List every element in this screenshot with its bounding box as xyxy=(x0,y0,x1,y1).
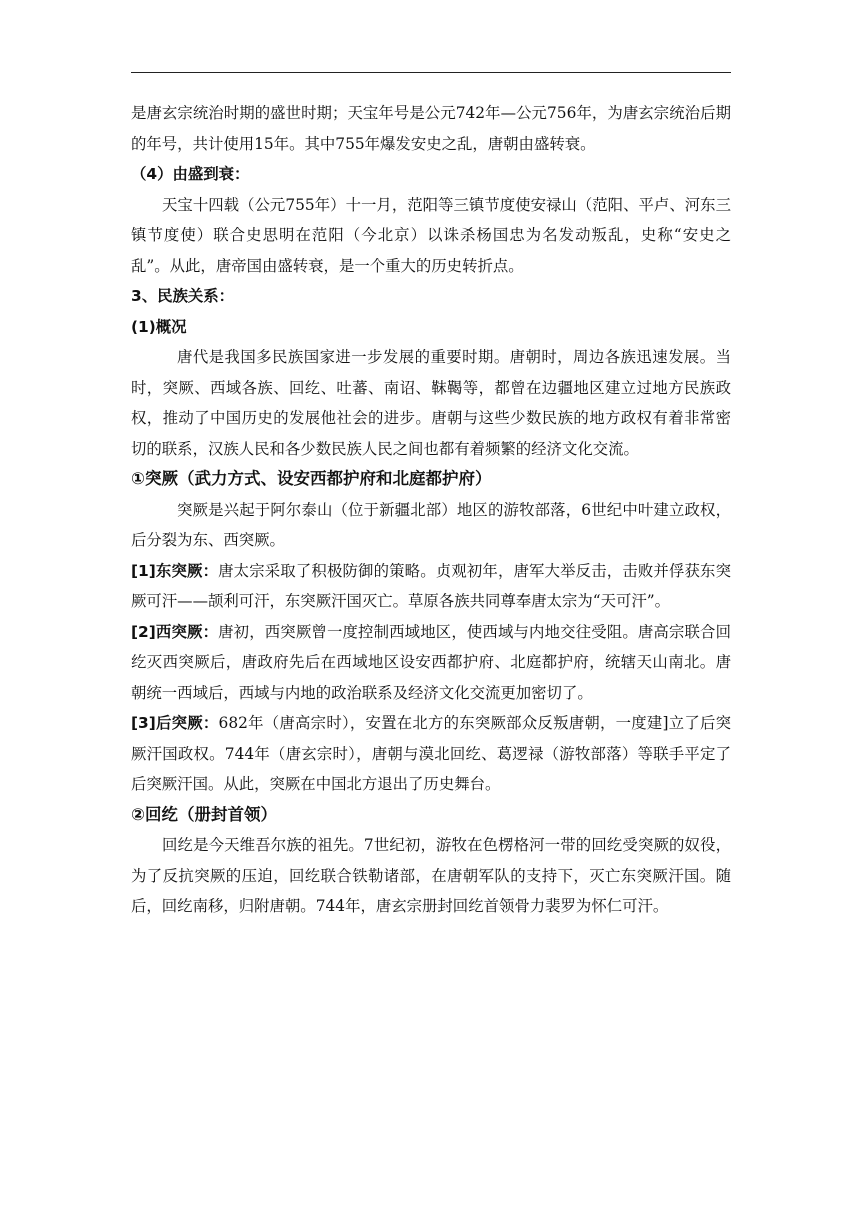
text-east-tujue: 唐太宗采取了积极防御的策略。贞观初年，唐军大举反击，击败并俘获东突厥可汗——颉利可汗，东突厥汗国灭亡。草原各族共同尊奉唐太宗为“天可汗”。 xyxy=(131,561,731,610)
text-west-tujue: 唐初，西突厥曾一度控制西域地区，使西域与内地交往受阻。唐高宗联合回纥灭西突厥后，唐政府先后在西域地区设安西都护府、北庭都护府，统辖天山南北。唐朝统一西域后，西域与内地的政治联系及经济文化交流更加密切了。 xyxy=(131,622,731,702)
header-rule xyxy=(131,72,731,73)
paragraph-overview: 唐代是我国多民族国家进一步发展的重要时期。唐朝时，周边各族迅速发展。当时，突厥、西域各族、回纥、吐蕃、南诏、靺鞨等，都曾在边疆地区建立过地方民族政权，推动了中国历史的发展他社会的进步。唐朝与这些少数民族的地方政权有着非常密切的联系，汉族人民和各少数民族人民之间也都有着频繁的经济文化交流。 xyxy=(131,348,731,458)
paragraph-tianbao-era: 是唐玄宗统治时期的盛世时期；天宝年号是公元742年—公元756年，为唐玄宗统治后期的年号，共计使用15年。其中755年爆发安史之乱，唐朝由盛转衰。 xyxy=(131,104,731,153)
heading-ethnic-relations: 3、民族关系： xyxy=(131,287,235,305)
paragraph-east-tujue xyxy=(131,556,731,617)
paragraph-tujue-origin: 突厥是兴起于阿尔泰山（位于新疆北部）地区的游牧部落，6世纪中叶建立政权，后分裂为东、西突厥。 xyxy=(131,500,731,549)
label-east-tujue: [1]东突厥： xyxy=(131,561,219,580)
paragraph-west-tujue xyxy=(131,617,731,709)
label-west-tujue: [2]西突厥： xyxy=(131,622,219,641)
page-content xyxy=(131,98,731,922)
paragraph-anshi-rebellion: 天宝十四载（公元755年）十一月，范阳等三镇节度使安禄山（范阳、平卢、河东三镇节度使）联合史思明在范阳（今北京）以诛杀杨国忠为名发动叛乱，史称“安史之乱”。从此，唐帝国由盛转衰，是一个重大的历史转折点。 xyxy=(131,195,731,275)
heading-decline: （4）由盛到衰： xyxy=(131,165,250,183)
heading-huihe: ②回纥（册封首领） xyxy=(131,804,277,824)
heading-overview: (1)概况 xyxy=(131,317,187,336)
label-later-tujue: [3]后突厥： xyxy=(131,714,219,732)
heading-tujue: ①突厥（武力方式、设安西都护府和北庭都护府） xyxy=(131,469,492,488)
text-later-tujue: 682年（唐高宗时），安置在北方的东突厥部众反叛唐朝，一度建]立了后突厥汗国政权。744年（唐玄宗时），唐朝与漠北回纥、葛逻禄（游牧部落）等联手平定了后突厥汗国。从此，突厥在中国北方退出了历史舞台。 xyxy=(131,714,731,793)
paragraph-later-tujue xyxy=(131,708,731,800)
paragraph-huihe: 回纥是今天维吾尔族的祖先。7世纪初，游牧在色楞格河一带的回纥受突厥的奴役，为了反抗突厥的压迫，回纥联合铁勒诸部，在唐朝军队的支持下，灭亡东突厥汗国。随后，回纥南移，归附唐朝。744年，唐玄宗册封回纥首领骨力裴罗为怀仁可汗。 xyxy=(131,836,731,915)
